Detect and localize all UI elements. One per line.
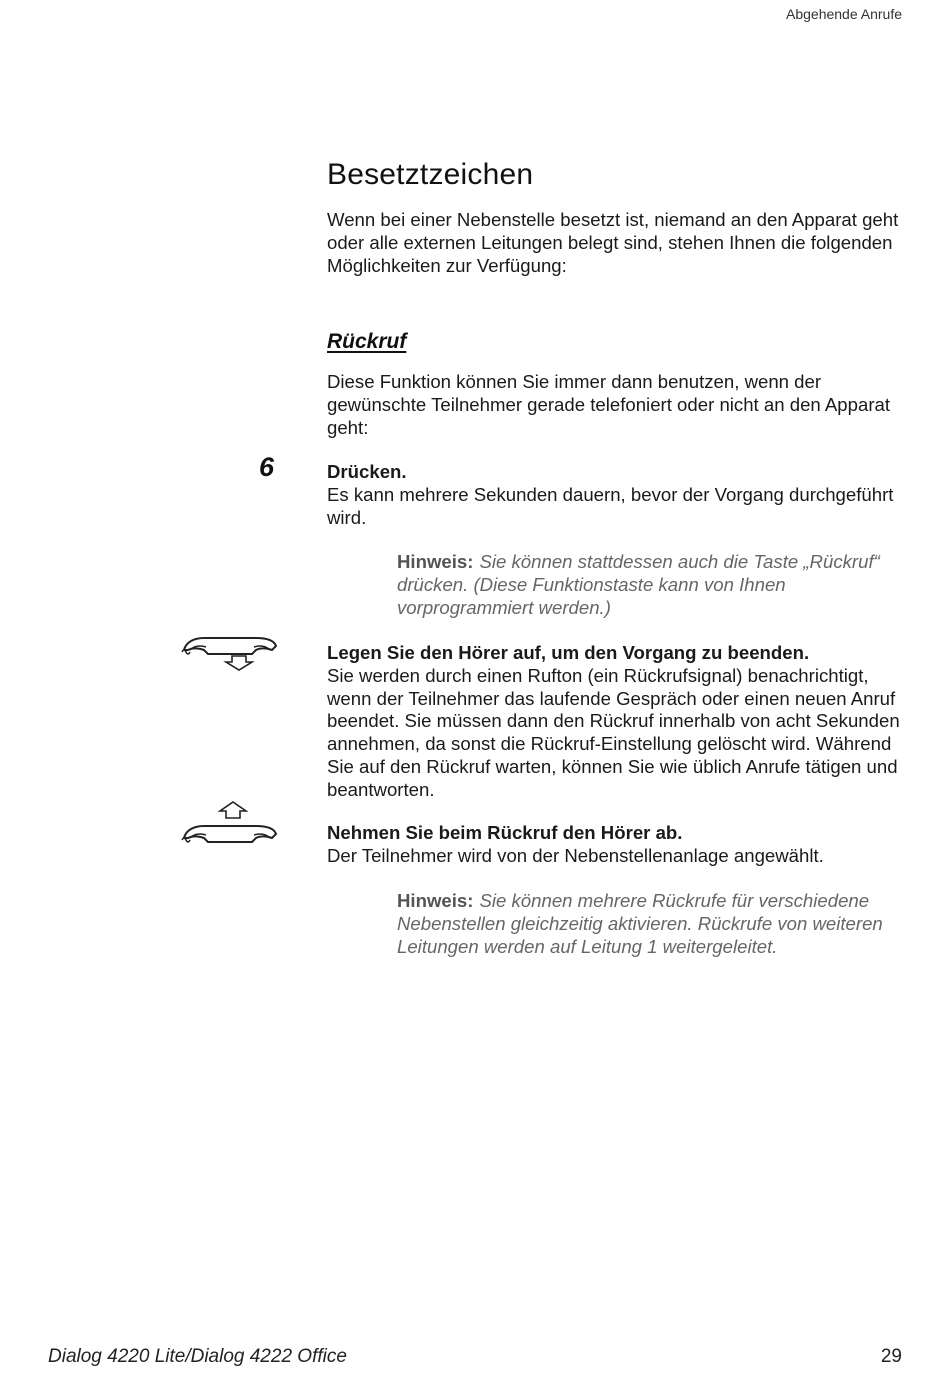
handset-lift-icon — [180, 800, 280, 848]
note-text: Sie können stattdessen auch die Taste „Rückruf“ drücken. (Diese Funktionstaste kann von Ihnen vorprogrammiert werden.) — [397, 551, 880, 618]
step-lift-text: Der Teilnehmer wird von der Nebenstellenanlage angewählt. — [327, 844, 824, 866]
page-number: 29 — [880, 1346, 902, 1367]
step-hang-up-action: Legen Sie den Hörer auf, um den Vorgang zu beenden. — [327, 642, 810, 663]
note-multiple-callbacks — [397, 890, 907, 958]
step-lift-handset — [327, 822, 907, 868]
rueckruf-description: Diese Funktion können Sie immer dann benutzen, wenn der gewünschte Teilnehmer gerade telefoniert oder nicht an den Apparat geht: — [327, 371, 891, 438]
step-hang-up — [327, 642, 907, 802]
running-header: Abgehende Anrufe — [786, 6, 902, 22]
step-press-text: Es kann mehrere Sekunden dauern, bevor der Vorgang durchgeführt wird. — [327, 483, 894, 528]
footer-product-name: Dialog 4220 Lite/Dialog 4222 Office — [48, 1346, 347, 1367]
step-press-action: Drücken. — [327, 461, 407, 482]
section-heading-rueckruf: Rückruf — [327, 330, 407, 353]
note-label: Hinweis: — [397, 551, 474, 572]
intro-paragraph: Wenn bei einer Nebenstelle besetzt ist, niemand an den Apparat geht oder alle externen Leitungen belegt sind, stehen Ihnen die folgenden Möglichkeiten zur Verfügung: — [327, 209, 899, 276]
note-label: Hinweis: — [397, 890, 474, 911]
note-text: Sie können mehrere Rückrufe für verschiedene Nebenstellen gleichzeitig aktivieren. Rückrufe von weiteren Leitungen werden auf Leitung 1 weitergeleitet. — [397, 890, 883, 957]
note-rueckruf-key — [397, 551, 907, 619]
step-hang-up-text: Sie werden durch einen Rufton (ein Rückrufsignal) benachrichtigt, wenn der Teilnehmer das laufende Gespräch oder einen neuen Anruf beendet. Sie müssen dann den Rückruf innerhalb von acht Sekunden annehmen, da sonst die Rückruf-Einstellung gelöscht wird. Während Sie auf den Rückruf warten, können Sie wie üblich Anrufe tätigen und beantworten. — [327, 664, 900, 800]
page-title: Besetztzeichen — [327, 158, 534, 191]
handset-hang-up-icon — [180, 630, 280, 672]
step-press — [327, 461, 907, 529]
step-lift-action: Nehmen Sie beim Rückruf den Hörer ab. — [327, 822, 683, 843]
key-6-label: 6 — [259, 452, 275, 482]
